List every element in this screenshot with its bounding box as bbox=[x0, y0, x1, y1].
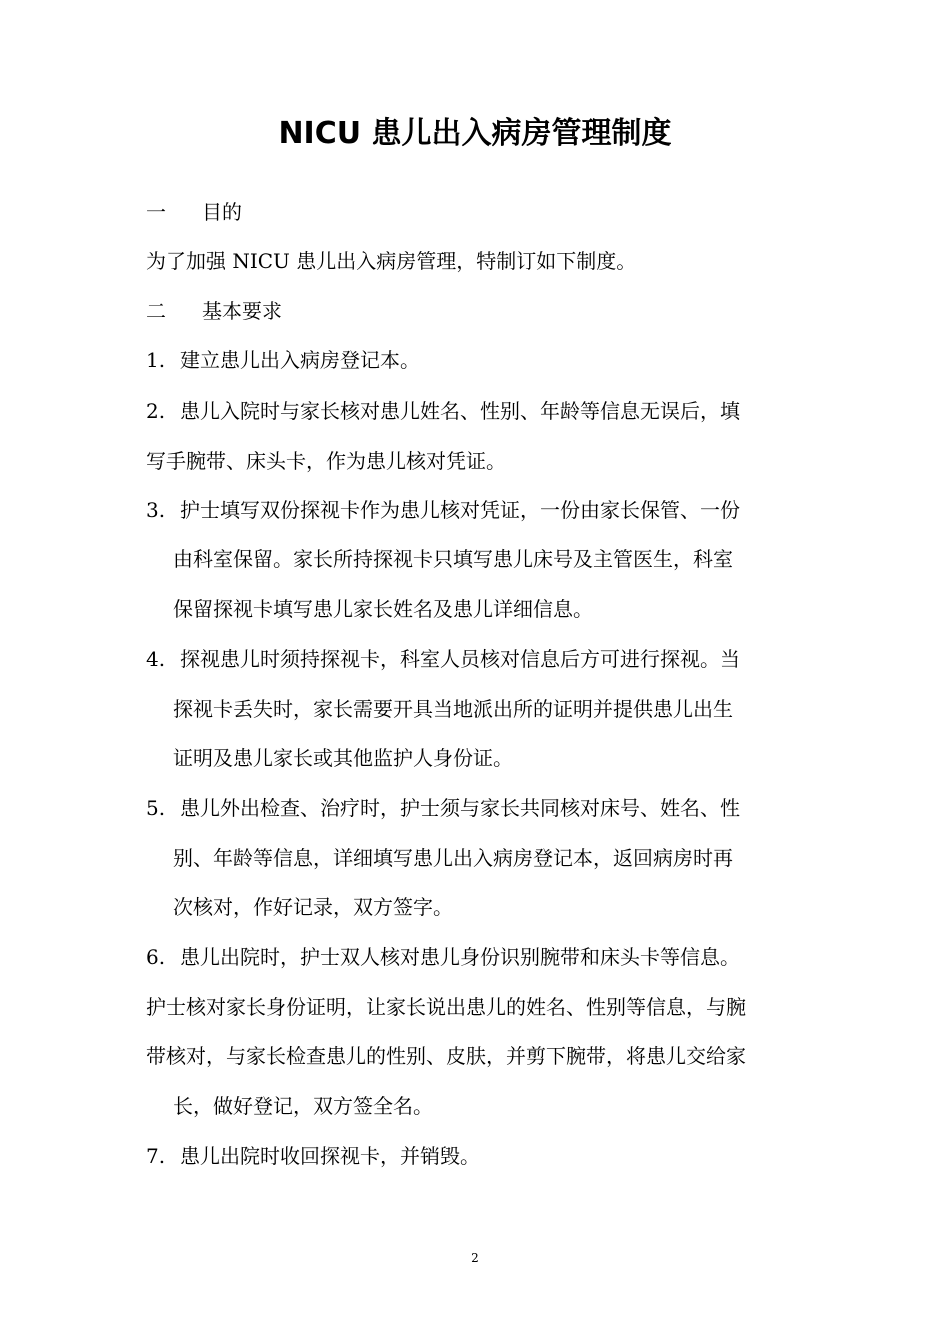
list-item bbox=[146, 345, 420, 375]
list-item bbox=[146, 942, 740, 972]
section-number: 二 bbox=[146, 299, 166, 323]
list-item bbox=[146, 644, 740, 674]
section-number: 一 bbox=[146, 200, 166, 224]
item-text: 患儿外出检查、治疗时，护士须与家长共同核对床号、姓名、性 bbox=[180, 796, 740, 820]
item-number: 5. bbox=[146, 796, 166, 820]
section-heading-purpose bbox=[146, 197, 242, 227]
item-text: 护士填写双份探视卡作为患儿核对凭证，一份由家长保管、一份 bbox=[180, 498, 740, 522]
section-heading-requirements bbox=[146, 296, 282, 326]
list-item bbox=[146, 495, 740, 525]
item-text-continued: 保留探视卡填写患儿家长姓名及患儿详细信息。 bbox=[173, 597, 593, 621]
section-title: 目的 bbox=[202, 200, 242, 224]
item-text-continued: 写手腕带、床头卡，作为患儿核对凭证。 bbox=[146, 449, 506, 473]
item-number: 1. bbox=[146, 348, 166, 372]
list-item bbox=[146, 1141, 480, 1171]
item-number: 6. bbox=[146, 945, 166, 969]
item-text-continued: 次核对，作好记录，双方签字。 bbox=[173, 895, 453, 919]
list-item bbox=[146, 793, 740, 823]
item-number: 7. bbox=[146, 1144, 166, 1168]
item-text-continued: 由科室保留。家长所持探视卡只填写患儿床号及主管医生，科室 bbox=[173, 547, 733, 571]
item-number: 2. bbox=[146, 399, 166, 423]
item-number: 3. bbox=[146, 498, 166, 522]
item-text-continued: 带核对，与家长检查患儿的性别、皮肤，并剪下腕带，将患儿交给家 bbox=[146, 1044, 746, 1068]
item-text: 患儿出院时收回探视卡，并销毁。 bbox=[180, 1144, 480, 1168]
item-text-continued: 别、年龄等信息，详细填写患儿出入病房登记本，返回病房时再 bbox=[173, 846, 733, 870]
document-title: NICU 患儿出入病房管理制度 bbox=[278, 116, 672, 151]
page-number: 2 bbox=[471, 1251, 479, 1265]
list-item bbox=[146, 396, 740, 426]
item-text-continued: 探视卡丢失时，家长需要开具当地派出所的证明并提供患儿出生 bbox=[173, 697, 733, 721]
item-text: 探视患儿时须持探视卡，科室人员核对信息后方可进行探视。当 bbox=[180, 647, 740, 671]
section-title: 基本要求 bbox=[202, 299, 282, 323]
item-text-continued: 长，做好登记，双方签全名。 bbox=[173, 1094, 433, 1118]
item-text: 患儿入院时与家长核对患儿姓名、性别、年龄等信息无误后，填 bbox=[180, 399, 740, 423]
item-text-continued: 护士核对家长身份证明，让家长说出患儿的姓名、性别等信息，与腕 bbox=[146, 995, 746, 1019]
item-text: 建立患儿出入病房登记本。 bbox=[180, 348, 420, 372]
item-text-continued: 证明及患儿家长或其他监护人身份证。 bbox=[173, 746, 513, 770]
purpose-text: 为了加强 NICU 患儿出入病房管理，特制订如下制度。 bbox=[146, 249, 637, 273]
item-number: 4. bbox=[146, 647, 166, 671]
item-text: 患儿出院时，护士双人核对患儿身份识别腕带和床头卡等信息。 bbox=[180, 945, 740, 969]
